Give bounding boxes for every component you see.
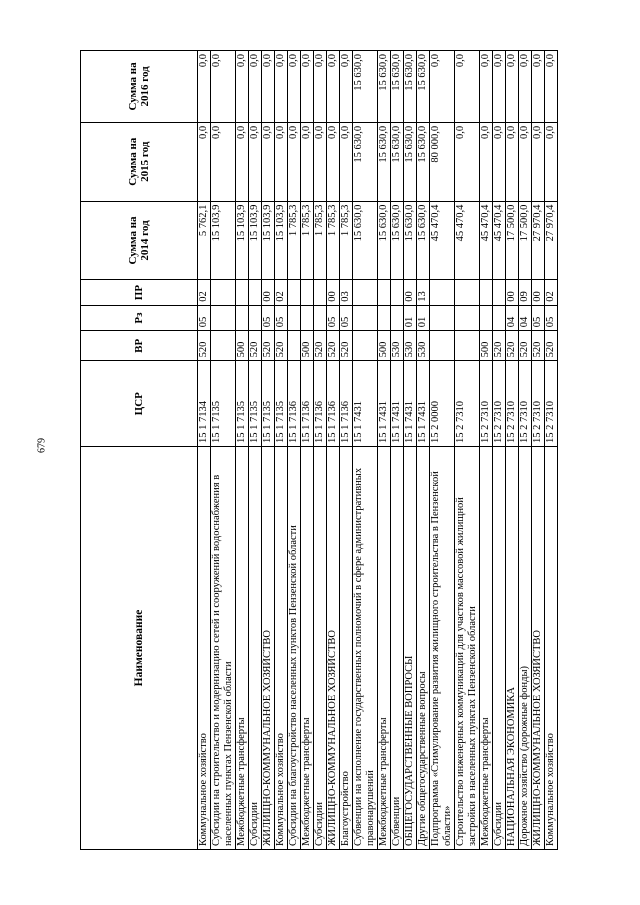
cell-name: Межбюджетные трансферты (301, 447, 314, 850)
cell-2014: 15 103,9 (262, 201, 275, 280)
table-row (314, 51, 327, 850)
cell-name: Субсидии на благоустройство населенных пунктов Пензенской области (288, 447, 301, 850)
cell-2015: 80 000,0 (430, 122, 455, 201)
cell-2014: 1 785,3 (340, 201, 353, 280)
cell-rz: 05 (545, 305, 558, 330)
cell-pr: 00 (506, 280, 519, 305)
table-row (506, 51, 519, 850)
cell-rz (236, 305, 249, 330)
cell-vr (430, 331, 455, 361)
cell-2016: 0,0 (314, 51, 327, 123)
cell-rz: 05 (340, 305, 353, 330)
cell-2015: 15 630,0 (378, 122, 391, 201)
cell-2014: 1 785,3 (301, 201, 314, 280)
cell-vr: 520 (545, 331, 558, 361)
cell-2015: 15 630,0 (404, 122, 417, 201)
cell-csr: 15 1 7135 (249, 361, 262, 447)
cell-name: Субвенции на исполнение государственных полномочий в сфере административных правонарушений (353, 447, 378, 850)
cell-pr (301, 280, 314, 305)
cell-2014: 45 470,4 (480, 201, 493, 280)
budget-table (80, 50, 558, 850)
cell-2014: 15 630,0 (353, 201, 378, 280)
cell-pr (455, 280, 480, 305)
cell-pr: 00 (262, 280, 275, 305)
cell-csr: 15 1 7136 (340, 361, 353, 447)
cell-vr: 520 (532, 331, 545, 361)
cell-csr: 15 2 0000 (430, 361, 455, 447)
cell-pr: 03 (340, 280, 353, 305)
cell-2016: 0,0 (275, 51, 288, 123)
table-row (493, 51, 506, 850)
cell-rz (211, 305, 236, 330)
cell-vr (353, 331, 378, 361)
cell-csr: 15 1 7135 (275, 361, 288, 447)
cell-pr: 02 (545, 280, 558, 305)
cell-rz (288, 305, 301, 330)
cell-vr: 530 (417, 331, 430, 361)
cell-vr: 520 (340, 331, 353, 361)
cell-csr: 15 1 7136 (327, 361, 340, 447)
cell-2015: 0,0 (455, 122, 480, 201)
cell-vr: 520 (262, 331, 275, 361)
cell-2016: 0,0 (236, 51, 249, 123)
table-row (545, 51, 558, 850)
cell-2015: 0,0 (327, 122, 340, 201)
cell-name: ЖИЛИЩНО-КОММУНАЛЬНОЕ ХОЗЯЙСТВО (262, 447, 275, 850)
cell-pr: 13 (417, 280, 430, 305)
cell-2014: 1 785,3 (327, 201, 340, 280)
rotated-table-container (80, 50, 560, 850)
cell-name: Коммунальное хозяйство (198, 447, 211, 850)
cell-csr: 15 1 7431 (353, 361, 378, 447)
cell-pr (378, 280, 391, 305)
cell-2014: 15 103,9 (211, 201, 236, 280)
cell-rz (493, 305, 506, 330)
table-row (391, 51, 404, 850)
cell-rz: 04 (506, 305, 519, 330)
cell-2014: 45 470,4 (430, 201, 455, 280)
cell-2015: 0,0 (340, 122, 353, 201)
cell-2016: 0,0 (545, 51, 558, 123)
cell-2015: 0,0 (301, 122, 314, 201)
cell-2016: 0,0 (506, 51, 519, 123)
cell-csr: 15 2 7310 (532, 361, 545, 447)
cell-2015: 15 630,0 (391, 122, 404, 201)
cell-name: Субсидии на строительство и модернизацию сетей и сооружений водоснабжения в населенных пунктах Пензенской области (211, 447, 236, 850)
cell-rz: 05 (262, 305, 275, 330)
cell-csr: 15 1 7431 (404, 361, 417, 447)
cell-2014: 1 785,3 (288, 201, 301, 280)
cell-2016: 0,0 (455, 51, 480, 123)
cell-name: Субсидии (493, 447, 506, 850)
cell-2015: 0,0 (288, 122, 301, 201)
table-header-row (81, 51, 198, 850)
cell-2016: 0,0 (327, 51, 340, 123)
cell-2015: 0,0 (519, 122, 532, 201)
cell-2016: 15 630,0 (417, 51, 430, 123)
cell-2014: 45 470,4 (493, 201, 506, 280)
cell-2015: 0,0 (236, 122, 249, 201)
cell-pr (391, 280, 404, 305)
cell-2016: 0,0 (430, 51, 455, 123)
cell-name: Коммунальное хозяйство (275, 447, 288, 850)
cell-2016: 0,0 (288, 51, 301, 123)
cell-rz: 05 (532, 305, 545, 330)
cell-csr: 15 2 7310 (545, 361, 558, 447)
cell-csr: 15 1 7136 (301, 361, 314, 447)
table-row (378, 51, 391, 850)
cell-2014: 45 470,4 (455, 201, 480, 280)
cell-pr: 00 (532, 280, 545, 305)
cell-2014: 15 103,9 (249, 201, 262, 280)
cell-2014: 1 785,3 (314, 201, 327, 280)
cell-vr: 520 (519, 331, 532, 361)
cell-pr: 00 (327, 280, 340, 305)
cell-rz (480, 305, 493, 330)
header-csr: ЦСР (81, 361, 198, 447)
cell-csr: 15 1 7431 (417, 361, 430, 447)
table-row (327, 51, 340, 850)
cell-2016: 0,0 (198, 51, 211, 123)
cell-2015: 0,0 (545, 122, 558, 201)
cell-2016: 15 630,0 (391, 51, 404, 123)
cell-rz (378, 305, 391, 330)
cell-2016: 0,0 (519, 51, 532, 123)
cell-rz (314, 305, 327, 330)
cell-2015: 15 630,0 (353, 122, 378, 201)
cell-rz: 04 (519, 305, 532, 330)
table-row (275, 51, 288, 850)
cell-rz (455, 305, 480, 330)
cell-2016: 15 630,0 (353, 51, 378, 123)
cell-2015: 15 630,0 (417, 122, 430, 201)
header-2014: Сумма на 2014 год (81, 201, 198, 280)
cell-csr: 15 1 7135 (211, 361, 236, 447)
cell-vr (455, 331, 480, 361)
table-row (519, 51, 532, 850)
cell-2014: 17 500,0 (506, 201, 519, 280)
cell-csr: 15 2 7310 (493, 361, 506, 447)
table-row (455, 51, 480, 850)
cell-pr: 09 (519, 280, 532, 305)
cell-vr: 500 (480, 331, 493, 361)
cell-vr: 520 (249, 331, 262, 361)
cell-name: ОБЩЕГОСУДАРСТВЕННЫЕ ВОПРОСЫ (404, 447, 417, 850)
cell-csr: 15 1 7136 (314, 361, 327, 447)
table-row (417, 51, 430, 850)
cell-name: Благоустройство (340, 447, 353, 850)
cell-pr: 00 (404, 280, 417, 305)
cell-vr (288, 331, 301, 361)
cell-rz (391, 305, 404, 330)
cell-2015: 0,0 (506, 122, 519, 201)
cell-csr: 15 1 7134 (198, 361, 211, 447)
cell-vr: 520 (327, 331, 340, 361)
cell-rz: 05 (198, 305, 211, 330)
cell-name: Субвенции (391, 447, 404, 850)
cell-2015: 0,0 (314, 122, 327, 201)
table-row (301, 51, 314, 850)
cell-name: Межбюджетные трансферты (236, 447, 249, 850)
cell-2014: 27 970,4 (545, 201, 558, 280)
cell-rz (249, 305, 262, 330)
cell-2015: 0,0 (532, 122, 545, 201)
cell-vr: 500 (378, 331, 391, 361)
cell-name: НАЦИОНАЛЬНАЯ ЭКОНОМИКА (506, 447, 519, 850)
cell-2014: 17 500,0 (519, 201, 532, 280)
cell-vr: 500 (236, 331, 249, 361)
cell-pr (353, 280, 378, 305)
cell-vr: 530 (404, 331, 417, 361)
table-row (480, 51, 493, 850)
cell-name: ЖИЛИЩНО-КОММУНАЛЬНОЕ ХОЗЯЙСТВО (532, 447, 545, 850)
cell-name: Субсидии (249, 447, 262, 850)
cell-2016: 0,0 (262, 51, 275, 123)
table-row (430, 51, 455, 850)
cell-csr: 15 1 7135 (236, 361, 249, 447)
cell-2016: 0,0 (249, 51, 262, 123)
cell-2016: 15 630,0 (378, 51, 391, 123)
cell-name: ЖИЛИЩНО-КОММУНАЛЬНОЕ ХОЗЯЙСТВО (327, 447, 340, 850)
cell-vr: 520 (314, 331, 327, 361)
header-rz: Рз (81, 305, 198, 330)
cell-rz (301, 305, 314, 330)
cell-csr: 15 2 7310 (480, 361, 493, 447)
header-2015: Сумма на 2015 год (81, 122, 198, 201)
header-name: Наименование (81, 447, 198, 850)
cell-csr: 15 2 7310 (519, 361, 532, 447)
cell-vr: 500 (301, 331, 314, 361)
cell-csr: 15 1 7136 (288, 361, 301, 447)
cell-csr: 15 2 7310 (506, 361, 519, 447)
cell-2016: 0,0 (532, 51, 545, 123)
table-row (404, 51, 417, 850)
cell-2014: 27 970,4 (532, 201, 545, 280)
cell-2014: 5 762,1 (198, 201, 211, 280)
cell-2016: 0,0 (211, 51, 236, 123)
cell-pr (236, 280, 249, 305)
header-vr: ВР (81, 331, 198, 361)
cell-pr (480, 280, 493, 305)
cell-2016: 15 630,0 (404, 51, 417, 123)
cell-2014: 15 630,0 (391, 201, 404, 280)
cell-name: Другие общегосударственные вопросы (417, 447, 430, 850)
cell-2014: 15 630,0 (404, 201, 417, 280)
cell-vr (211, 331, 236, 361)
cell-vr: 530 (391, 331, 404, 361)
cell-vr: 520 (493, 331, 506, 361)
table-row (198, 51, 211, 850)
cell-name: Коммунальное хозяйство (545, 447, 558, 850)
cell-name: Подпрограмма «Стимулирование развития жилищного строительства в Пензенской области» (430, 447, 455, 850)
cell-2016: 0,0 (480, 51, 493, 123)
cell-2014: 15 630,0 (378, 201, 391, 280)
cell-name: Межбюджетные трансферты (480, 447, 493, 850)
cell-csr: 15 1 7135 (262, 361, 275, 447)
cell-2016: 0,0 (340, 51, 353, 123)
cell-2015: 0,0 (275, 122, 288, 201)
cell-name: Дорожное хозяйство (дорожные фонды) (519, 447, 532, 850)
cell-name: Межбюджетные трансферты (378, 447, 391, 850)
cell-pr (430, 280, 455, 305)
cell-pr (288, 280, 301, 305)
cell-csr: 15 1 7431 (391, 361, 404, 447)
table-row (353, 51, 378, 850)
cell-name: Строительство инженерных коммуникаций для участков массовой жилищной застройки в населенных пунктах Пензенской области (455, 447, 480, 850)
cell-rz (353, 305, 378, 330)
cell-name: Субсидии (314, 447, 327, 850)
cell-2014: 15 103,9 (236, 201, 249, 280)
cell-rz: 05 (327, 305, 340, 330)
cell-pr: 02 (275, 280, 288, 305)
cell-vr: 520 (275, 331, 288, 361)
cell-rz: 01 (404, 305, 417, 330)
cell-pr (211, 280, 236, 305)
table-body (198, 51, 558, 850)
cell-2016: 0,0 (301, 51, 314, 123)
table-row (532, 51, 545, 850)
cell-2015: 0,0 (211, 122, 236, 201)
cell-2014: 15 103,9 (275, 201, 288, 280)
cell-2016: 0,0 (493, 51, 506, 123)
table-row (249, 51, 262, 850)
page-number: 679 (36, 438, 48, 453)
cell-pr (249, 280, 262, 305)
cell-rz: 05 (275, 305, 288, 330)
table-row (340, 51, 353, 850)
cell-2015: 0,0 (480, 122, 493, 201)
table-row (211, 51, 236, 850)
cell-2014: 15 630,0 (417, 201, 430, 280)
cell-csr: 15 1 7431 (378, 361, 391, 447)
cell-pr (314, 280, 327, 305)
cell-2015: 0,0 (198, 122, 211, 201)
table-row (236, 51, 249, 850)
cell-vr: 520 (198, 331, 211, 361)
table-row (262, 51, 275, 850)
cell-2015: 0,0 (493, 122, 506, 201)
table-row (288, 51, 301, 850)
header-2016: Сумма на 2016 год (81, 51, 198, 123)
cell-rz: 01 (417, 305, 430, 330)
header-pr: ПР (81, 280, 198, 305)
cell-csr: 15 2 7310 (455, 361, 480, 447)
cell-2015: 0,0 (262, 122, 275, 201)
cell-2015: 0,0 (249, 122, 262, 201)
cell-pr: 02 (198, 280, 211, 305)
cell-vr: 520 (506, 331, 519, 361)
cell-rz (430, 305, 455, 330)
cell-pr (493, 280, 506, 305)
